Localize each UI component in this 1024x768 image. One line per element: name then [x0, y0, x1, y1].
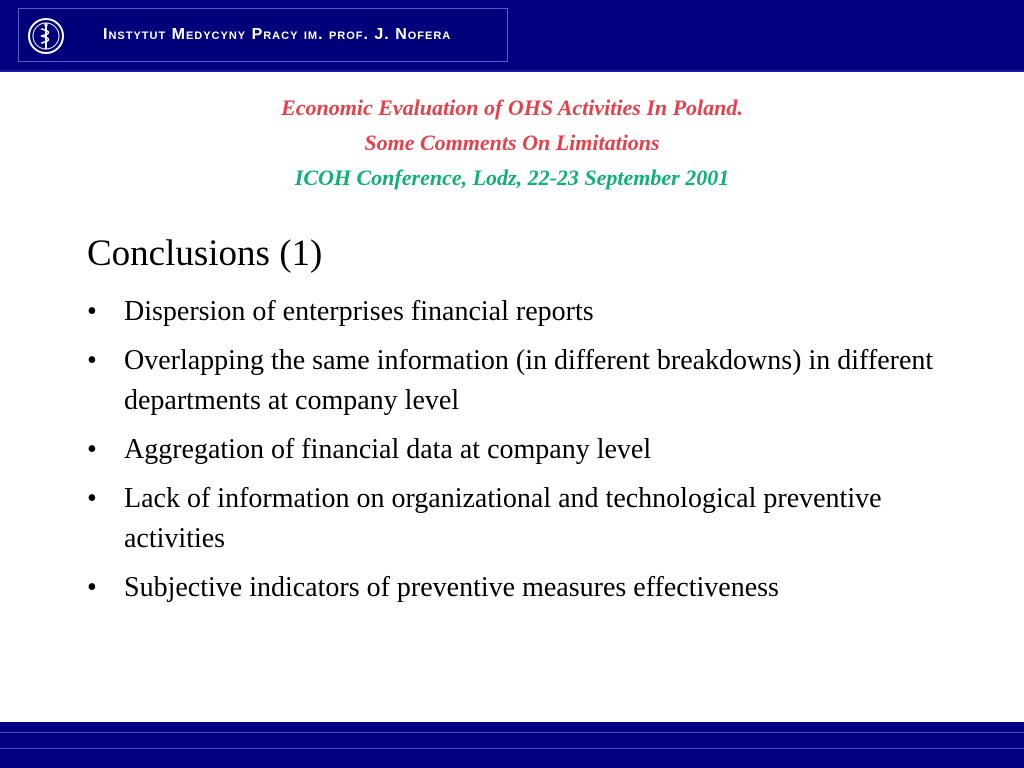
- title-line-1: Economic Evaluation of OHS Activities In Poland.: [281, 95, 743, 120]
- title-line-2: Some Comments On Limitations: [364, 130, 660, 155]
- bullet-marker: •: [87, 345, 97, 376]
- list-item: [87, 479, 967, 559]
- section-heading: Conclusions (1): [87, 233, 323, 274]
- institute-name: Instytut Medycyny Pracy im. prof. J. Nofera: [103, 26, 452, 43]
- bullet-text: Subjective indicators of preventive measures effectiveness: [124, 572, 779, 603]
- bullet-marker: •: [87, 434, 97, 465]
- institute-logo: [18, 8, 508, 62]
- bullet-marker: •: [87, 483, 97, 514]
- bullet-text: Lack of information on organizational and technological preventive activities: [124, 483, 882, 554]
- list-item: [87, 430, 967, 470]
- footer-bar: [0, 722, 1024, 768]
- header-bar: [0, 0, 1024, 72]
- footer-stripe: [0, 732, 1024, 733]
- caduceus-icon: [27, 17, 65, 55]
- list-item: [87, 292, 967, 332]
- bullet-list: [87, 292, 967, 617]
- list-item: [87, 568, 967, 608]
- bullet-text: Dispersion of enterprises financial reports: [124, 296, 594, 327]
- bullet-text: Overlapping the same information (in different breakdowns) in different departments at company level: [124, 345, 934, 416]
- header-divider: [0, 70, 1024, 72]
- title-line-3: ICOH Conference, Lodz, 22-23 September 2001: [294, 165, 730, 190]
- slide-title: [0, 90, 1024, 195]
- footer-stripe: [0, 748, 1024, 749]
- bullet-marker: •: [87, 296, 97, 327]
- bullet-text: Aggregation of financial data at company level: [124, 434, 652, 465]
- bullet-marker: •: [87, 572, 97, 603]
- list-item: [87, 341, 967, 421]
